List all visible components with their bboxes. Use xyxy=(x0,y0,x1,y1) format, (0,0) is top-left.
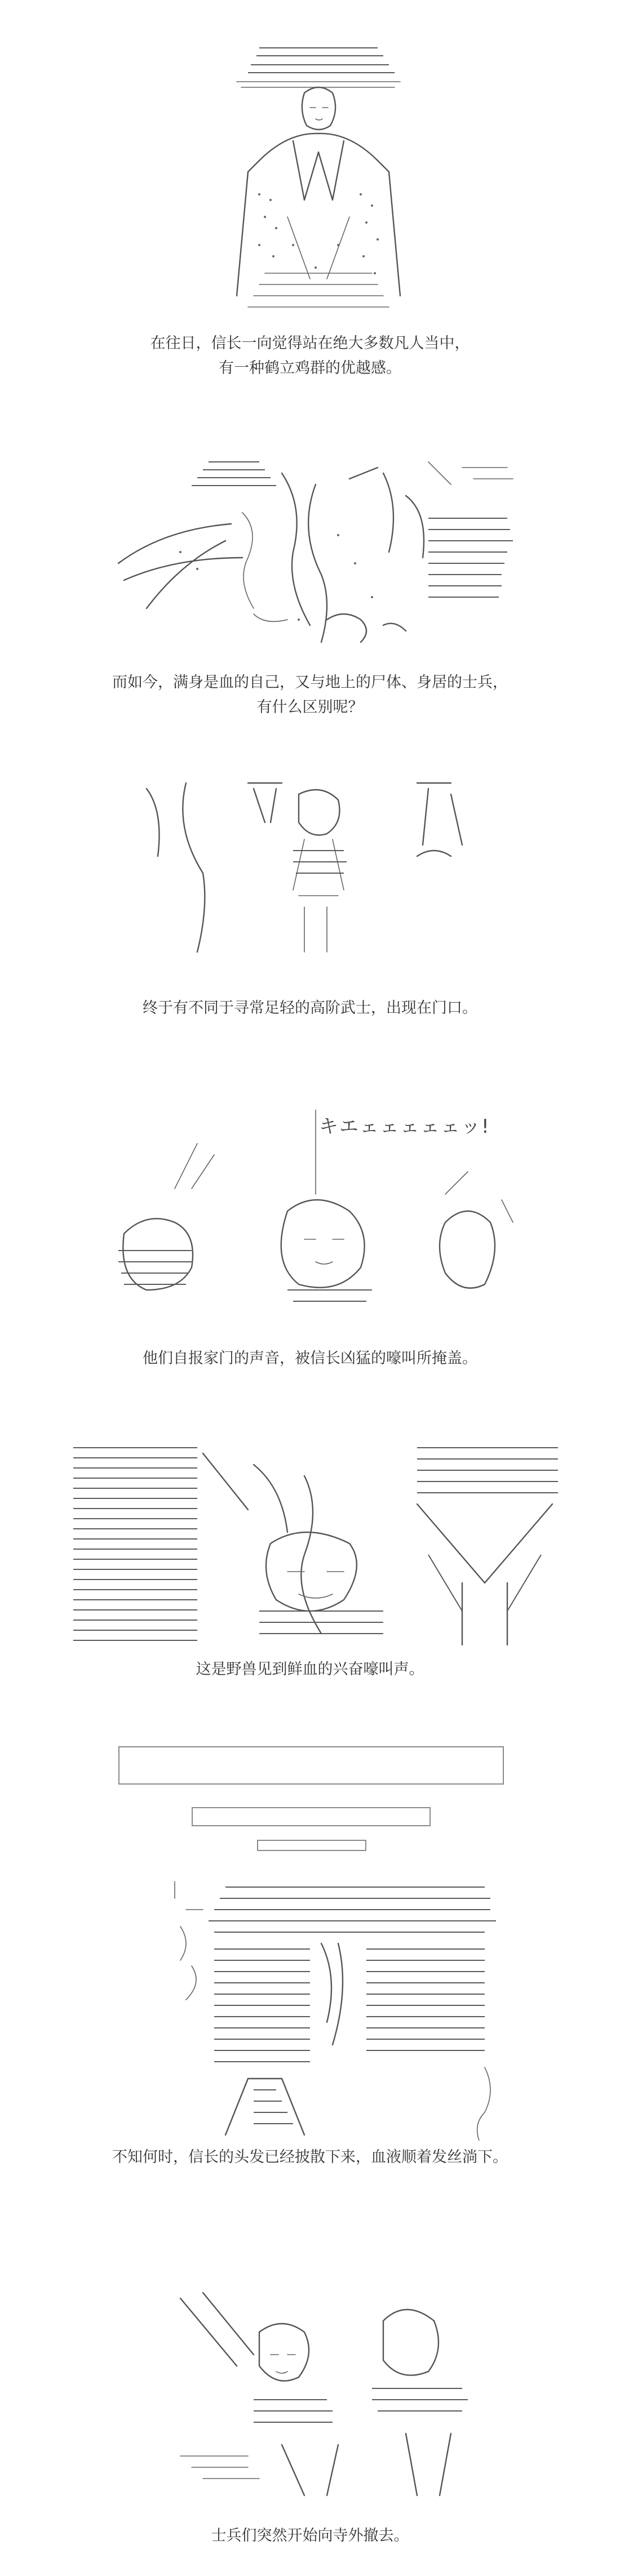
separator-box-large xyxy=(118,1746,504,1785)
ascii-art-hair-loose xyxy=(169,1876,519,2141)
caption-6 xyxy=(0,2145,620,2170)
caption-1-line-1: 在往日，信长一向觉得站在绝大多数凡人当中， xyxy=(150,335,470,352)
separator-box-small xyxy=(257,1840,366,1851)
caption-5 xyxy=(0,1657,620,1682)
caption-7 xyxy=(0,2524,620,2548)
caption-4 xyxy=(0,1346,620,1371)
caption-7-line-1: 士兵们突然开始向寺外撤去。 xyxy=(211,2527,409,2544)
panel-5 xyxy=(0,1442,620,1735)
caption-3 xyxy=(0,996,620,1021)
caption-6-line-1: 不知何时，信长的头发已经披散下来，血液顺着发丝淌下。 xyxy=(112,2148,508,2166)
panel-7 xyxy=(0,1870,620,2219)
panel-6-separator xyxy=(0,1735,620,1859)
caption-2-line-1: 而如今，满身是血的自己，又与地上的尸体、身居的士兵， xyxy=(112,674,508,691)
caption-1-line-2: 有一种鹤立鸡群的优越感。 xyxy=(219,359,401,377)
caption-2-line-2: 有什么区别呢？ xyxy=(256,698,364,716)
panel-8 xyxy=(0,2287,620,2576)
ascii-art-battle-scene xyxy=(113,451,519,653)
caption-4-line-1: 他们自报家门的声音，被信长凶猛的嚎叫所掩盖。 xyxy=(143,1350,477,1367)
ascii-art-soldiers-retreat xyxy=(169,2287,519,2501)
panel-2 xyxy=(0,428,620,777)
caption-1 xyxy=(0,331,620,381)
ascii-art-figure-standing xyxy=(225,31,411,318)
ascii-art-roaring-face xyxy=(68,1442,564,1650)
ascii-art-warriors-shouting xyxy=(107,1110,524,1324)
panel-4 xyxy=(0,1104,620,1420)
ascii-art-samurai-at-gate xyxy=(135,777,485,958)
sfx-kie: キエェェェェェッ! xyxy=(319,1115,490,1138)
caption-5-line-1: 这是野兽见到鲜血的兴奋嚎叫声。 xyxy=(196,1661,424,1678)
caption-3-line-1: 终于有不同于寻常足轻的高阶武士，出现在门口。 xyxy=(143,999,477,1017)
separator-box-medium xyxy=(192,1807,431,1826)
panel-1 xyxy=(0,0,620,406)
panel-3 xyxy=(0,777,620,1059)
caption-2 xyxy=(0,670,620,720)
